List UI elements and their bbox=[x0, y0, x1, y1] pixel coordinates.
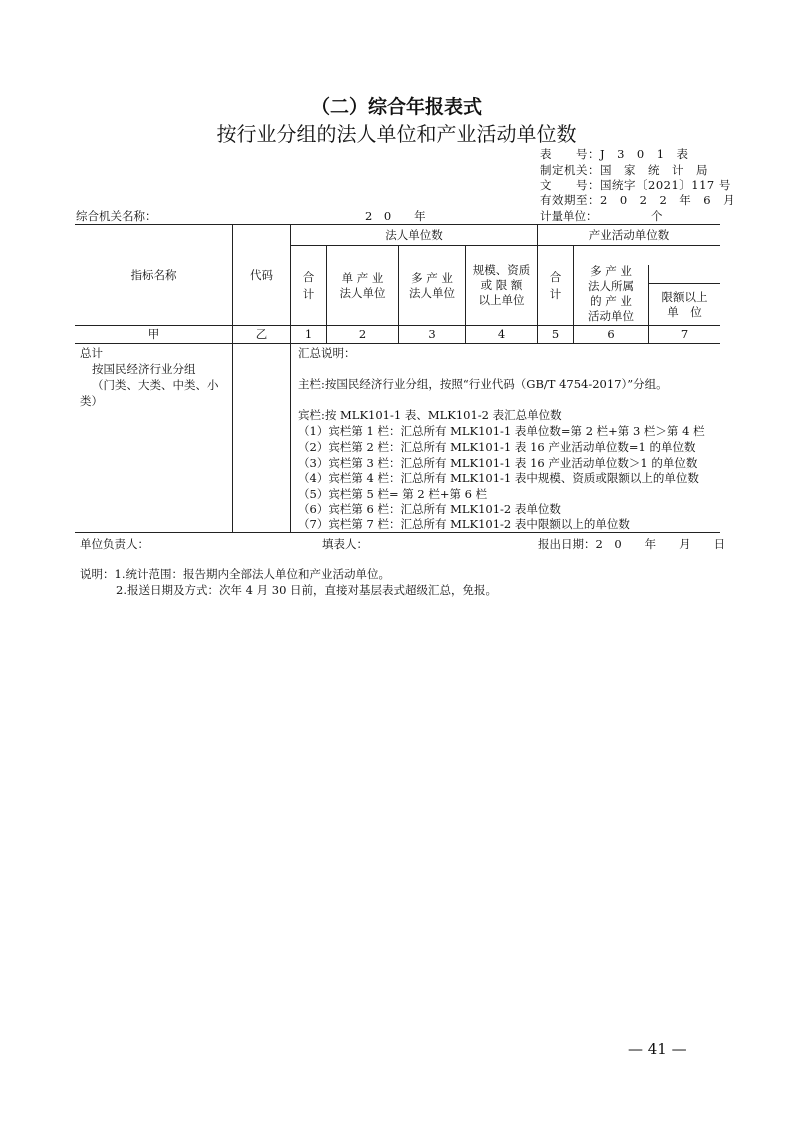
row-label-jia: 甲 bbox=[147, 327, 160, 341]
summary-note: （2）宾栏第 2 栏：汇总所有 MLK101-1 表 16 产业活动单位数=1 的单位数 bbox=[298, 440, 696, 454]
header-activity-limit: 限额以上 单 位 bbox=[661, 289, 708, 319]
note-submission: 2.报送日期及方式：次年 4 月 30 日前，直接对基层表式超级汇总，免报。 bbox=[116, 583, 498, 597]
page-subtitle: 按行业分组的法人单位和产业活动单位数 bbox=[216, 122, 577, 146]
header-activity-multi: 多 产 业 法人所属 的 产 业 活动单位 bbox=[588, 263, 634, 323]
col-number: 1 bbox=[304, 327, 313, 341]
responsible-label: 单位负责人： bbox=[80, 537, 149, 551]
header-legal-multi: 多 产 业 法人单位 bbox=[409, 270, 455, 300]
header-legal-scale: 规模、资质 或 限 额 以上单位 bbox=[472, 263, 531, 307]
page-title: （二）综合年报表式 bbox=[310, 96, 482, 118]
summary-note: 汇总说明： bbox=[298, 346, 356, 360]
summary-note: （3）宾栏第 3 栏：汇总所有 MLK101-1 表 16 产业活动单位数＞1 的单位数 bbox=[298, 456, 698, 470]
header-indicator-name: 指标名称 bbox=[130, 267, 177, 282]
col-number: 6 bbox=[607, 327, 615, 341]
org-name-label: 综合机关名称： bbox=[76, 209, 157, 223]
summary-note: （4）宾栏第 4 栏：汇总所有 MLK101-1 表中规模、资质或限额以上的单位数 bbox=[298, 471, 699, 485]
summary-note: （6）宾栏第 6 栏：汇总所有 MLK101-2 表单位数 bbox=[298, 502, 561, 516]
header-code: 代码 bbox=[250, 267, 273, 282]
col-number: 5 bbox=[551, 327, 560, 341]
row-industry-group-detail: （门类、大类、中类、小 bbox=[92, 378, 219, 392]
row-label-yi: 乙 bbox=[255, 327, 268, 341]
summary-note: 宾栏:按 MLK101-1 表、MLK101-2 表汇总单位数 bbox=[298, 408, 562, 422]
col-number: 2 bbox=[358, 327, 367, 341]
filler-label: 填表人： bbox=[322, 537, 368, 551]
header-activity-units: 产业活动单位数 bbox=[588, 227, 670, 242]
header-legal-total: 合 计 bbox=[302, 269, 315, 301]
summary-note: （5）宾栏第 5 栏= 第 2 栏+第 6 栏 bbox=[298, 487, 488, 501]
header-activity-total: 合 计 bbox=[549, 269, 562, 301]
row-industry-group-detail-end: 类） bbox=[80, 394, 103, 408]
header-legal-units: 法人单位数 bbox=[385, 227, 443, 242]
page-number: — 41 — bbox=[628, 1040, 687, 1058]
col-number: 3 bbox=[428, 327, 436, 341]
summary-note: （1）宾栏第 1 栏：汇总所有 MLK101-1 表单位数=第 2 栏+第 3 栏＞第 4 栏 bbox=[298, 424, 705, 438]
unit-value: 个 bbox=[651, 209, 663, 223]
header-legal-single: 单 产 业 法人单位 bbox=[339, 270, 386, 300]
issuing-authority: 制定机关：国 家 统 计 局 bbox=[540, 163, 708, 177]
valid-until: 有效期至：2 0 2 2 年 6 月 bbox=[540, 193, 736, 207]
summary-note: 主栏:按国民经济行业分组，按照“行业代码（GB/T 4754-2017）”分组。 bbox=[298, 377, 668, 391]
row-total: 总计 bbox=[80, 346, 103, 360]
note-scope: 说明：1.统计范围：报告期内全部法人单位和产业活动单位。 bbox=[80, 567, 390, 581]
report-year: 2 0 年 bbox=[365, 209, 426, 223]
unit-label: 计量单位： bbox=[540, 209, 598, 223]
col-number: 4 bbox=[497, 327, 506, 341]
table-number: 表 号：J 3 0 1 表 bbox=[540, 147, 689, 161]
report-date: 报出日期：2 0 年 月 日 bbox=[538, 537, 726, 551]
col-number: 7 bbox=[680, 327, 689, 341]
summary-note: （7）宾栏第 7 栏：汇总所有 MLK101-2 表中限额以上的单位数 bbox=[298, 517, 630, 531]
row-industry-group: 按国民经济行业分组 bbox=[92, 362, 196, 376]
document-number: 文 号：国统字〔2021〕117 号 bbox=[540, 178, 731, 192]
